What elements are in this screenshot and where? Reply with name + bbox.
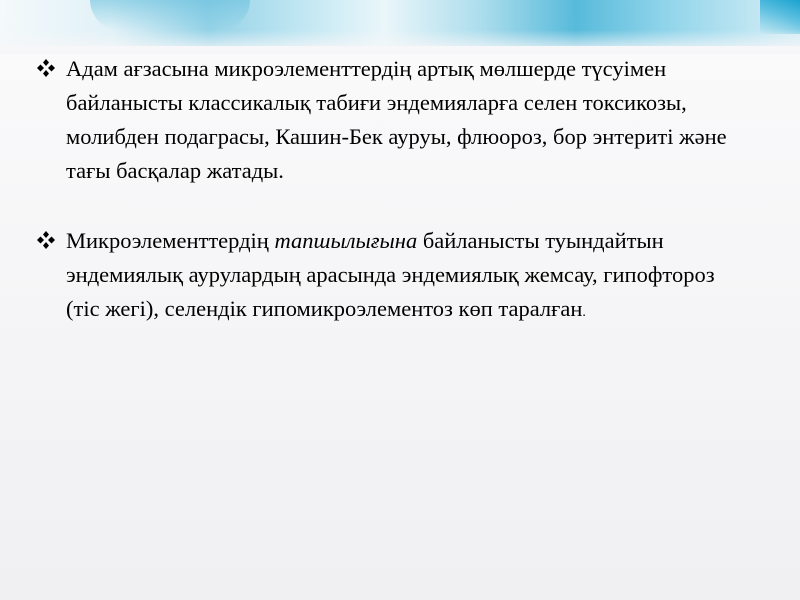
bullet-text: Адам ағзасына микроэлементтердің артық мөлшерде түсуімен байланысты классикалық табиғи эндемияларға селен токсикозы, молибден подаграсы, Кашин-Бек ауруы, флюороз, бор энтериті және тағы басқалар жатады. xyxy=(66,56,727,183)
slide-content xyxy=(36,52,736,330)
bullet-item-1 xyxy=(36,52,736,188)
top-wave-decoration xyxy=(90,0,250,30)
band-fade xyxy=(0,30,800,54)
bullet-text-prefix: Микроэлементтердің xyxy=(66,228,275,253)
bullet-text-rest: байланысты туындайтын эндемиялық аурулардың арасында эндемиялық жемсау, гипофтороз (тіс жегі), селендік гипомикроэлементоз көп таралған xyxy=(66,228,715,321)
diamond-four-bullet-icon xyxy=(36,230,56,250)
bullet-text-end: . xyxy=(582,305,586,320)
corner-decoration xyxy=(760,0,800,34)
bullet-text xyxy=(66,228,715,321)
bullet-item-2 xyxy=(36,224,736,330)
diamond-four-bullet-icon xyxy=(36,58,56,78)
emphasized-term: тапшылығына xyxy=(274,228,418,253)
